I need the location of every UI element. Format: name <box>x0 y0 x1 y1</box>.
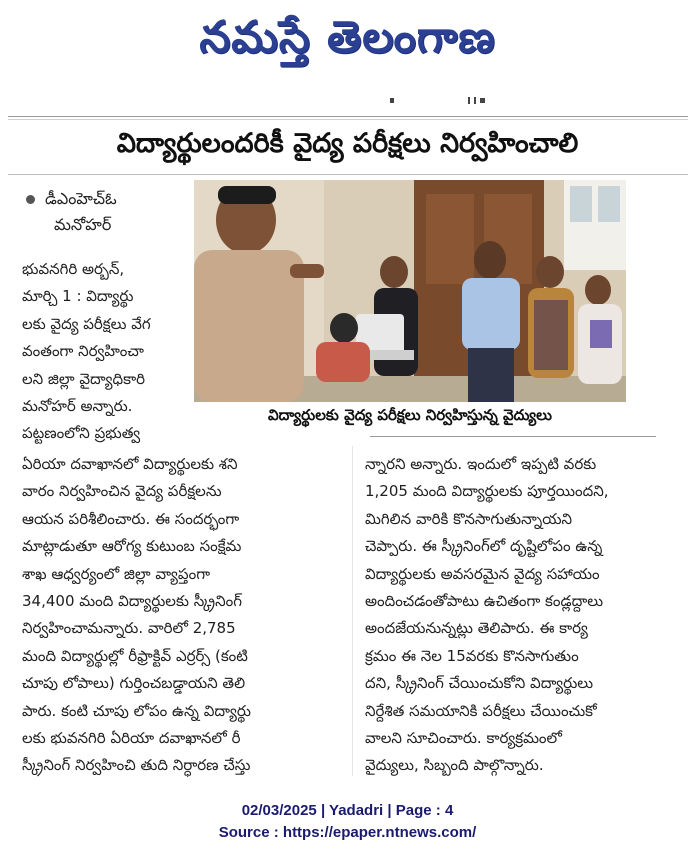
caption-rule <box>370 436 656 437</box>
headline-rule <box>8 174 688 175</box>
footer-source: Source : https://epaper.ntnews.com/ <box>218 824 477 841</box>
body-line: శాఖ ఆధ్వర్యంలో జిల్లా వ్యాప్తంగా <box>22 564 211 583</box>
body-line: మాట్లాడుతూ ఆరోగ్య కుటుంబ సంక్షేమ <box>22 537 242 556</box>
body-line: వారం నిర్వహించిన వైద్య పరీక్షలను <box>22 482 222 501</box>
body-line: న్నారని అన్నారు. ఇందులో ఇప్పటి వరకు <box>365 455 597 473</box>
photo-caption: విద్యార్థులకు వైద్య పరీక్షలు నిర్వహిస్తున్న వైద్యులు <box>267 406 552 424</box>
body-line: 34,400 మంది విద్యార్థులకు స్క్రీనింగ్ <box>22 592 242 611</box>
photo-illustration <box>194 180 626 402</box>
masthead-title: నమస్తే తెలంగాణ <box>199 12 496 63</box>
body-line: నిర్దేశిత సమయానికి పరీక్షలు చేయించుకో <box>365 701 597 720</box>
body-line: భువనగిరి అర్బన్, <box>22 260 125 278</box>
byline <box>26 186 186 238</box>
bullet-icon <box>26 195 35 204</box>
footer-date-edition: 02/03/2025 | Yadadri | Page : 4 <box>241 802 454 819</box>
top-rule-secondary <box>8 119 688 120</box>
body-line: పారు. కంటి చూపు లోపం ఉన్న విద్యార్థు <box>22 701 251 720</box>
body-line: అందజేయనున్నట్లు తెలిపారు. ఈ కార్య <box>365 619 588 638</box>
body-line: మార్చి 1 : విద్యార్థు <box>22 287 134 306</box>
article-photo <box>194 180 626 402</box>
article-body-column-1a <box>22 256 194 448</box>
body-line: ఆయన పరిశీలించారు. ఈ సందర్భంగా <box>22 509 240 528</box>
body-line: చూపు లోపాలు) గుర్తించబడ్డాయని తెలి <box>22 674 246 693</box>
article-body-column-2 <box>365 451 665 780</box>
body-line: లకు భువనగిరి ఏరియా దవాఖానలో రీ <box>22 729 241 748</box>
body-line: అందించడంతోపాటు ఉచితంగా కండ్లద్దాలు <box>365 592 604 611</box>
body-line: చెప్పారు. ఈ స్క్రీనింగ్‌లో దృష్టిలోపం ఉన్న <box>365 537 603 556</box>
body-line: క్రమం ఈ నెల 15వరకు కొనసాగుతుం <box>365 646 579 665</box>
body-line: వైద్యులు, సిబ్బంది పాల్గొన్నారు. <box>365 756 544 775</box>
body-line: పట్టణంలోని ప్రభుత్వ <box>22 424 141 443</box>
article-body-column-1b <box>22 451 344 780</box>
body-line: లకు వైద్య పరీక్షలు వేగ <box>22 314 151 333</box>
body-line: నిర్వహించామన్నారు. వారిలో 2,785 <box>22 619 236 638</box>
body-line: వంతంగా నిర్వహించా <box>22 342 144 361</box>
article-headline: విద్యార్థులందరికీ వైద్య పరీక్షలు నిర్వహించాలి <box>116 128 579 159</box>
page-footer <box>0 800 695 844</box>
body-line: విద్యార్థులకు అవసరమైన వైద్య సహాయం <box>365 564 600 583</box>
byline-name: మనోహర్ <box>54 215 112 234</box>
body-line: లని జిల్లా వైద్యాధికారి <box>22 369 145 388</box>
body-line: 1,205 మంది విద్యార్థులకు పూర్తయిందని, <box>365 482 609 501</box>
body-line: మిగిలిన వారికి కొనసాగుతున్నాయని <box>365 509 573 528</box>
body-line: వాలని సూచించారు. కార్యక్రమంలో <box>365 729 562 748</box>
body-line: మంది విద్యార్థుల్లో రీఫ్రాక్టివ్ ఎర్రర్స్ (కంటి <box>22 646 248 665</box>
column-divider <box>352 446 353 776</box>
top-rule <box>8 116 688 117</box>
newspaper-masthead <box>0 0 695 86</box>
body-line: మనోహర్ అన్నారు. <box>22 397 133 416</box>
byline-designation: డీఎంహెచ్‌ఓ <box>45 189 117 208</box>
body-line: దని, స్క్రీనింగ్ చేయించుకోని విద్యార్థులు <box>365 674 594 693</box>
body-line: స్క్రీనింగ్ నిర్వహించి తుది నిర్ధారణ చేస్తు <box>22 756 251 775</box>
body-line: ఏరియా దవాఖానలో విద్యార్థులకు శని <box>22 455 238 473</box>
clipped-text-fragment <box>200 96 500 106</box>
